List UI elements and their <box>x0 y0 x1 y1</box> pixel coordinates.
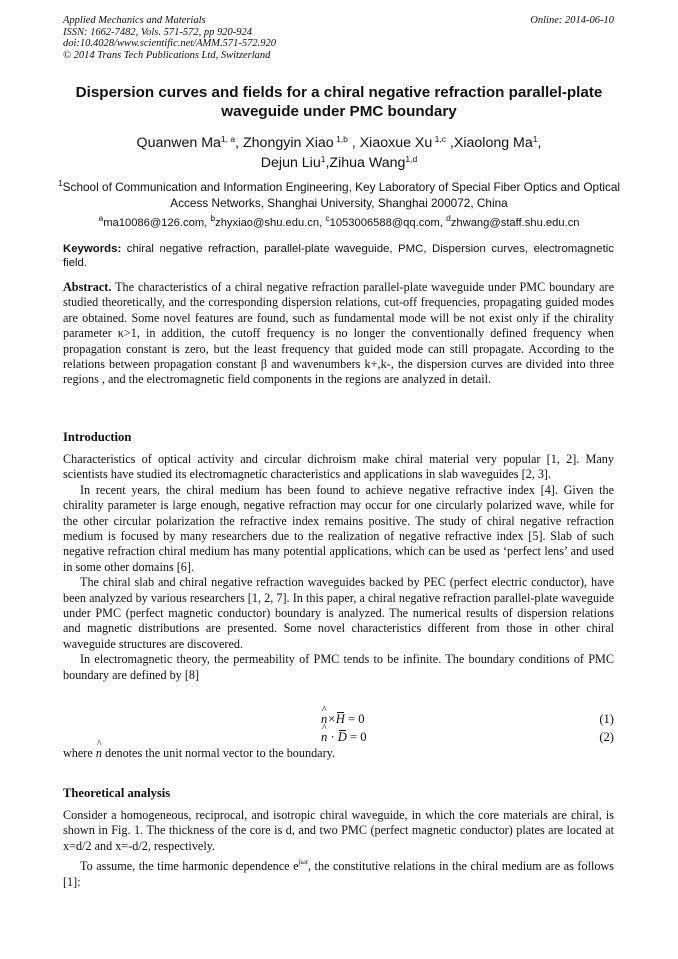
paragraph: Characteristics of optical activity and circular dichroism make chiral material very popular [1, 2]. Many scientists have studied its electromagnetic characteristics and applications in slab waveguides [2, 3]. <box>63 452 614 482</box>
online-date: Online: 2014-06-10 <box>530 15 614 26</box>
paragraph: Consider a homogeneous, reciprocal, and isotropic chiral waveguide, in which the core materials are chiral, is shown in Fig. 1. The thickness of the core is d, and two PMC (perfect magnetic conductor) plates are located at x=d/2 and x=-d/2, respectively. <box>63 808 614 853</box>
author-separator: , <box>446 135 454 151</box>
email-sup: c <box>325 213 330 223</box>
abstract-label: Abstract. <box>63 280 112 294</box>
email-sup: d <box>446 213 451 223</box>
operator: × <box>327 712 336 726</box>
issn-line: ISSN: 1662-7482, Vols. 571-572, pp 920-924 <box>63 26 252 38</box>
affiliation-sup: 1 <box>57 178 63 188</box>
email-address: 1053006588@qq.com, <box>329 217 447 229</box>
where-clause <box>63 746 335 761</box>
author-name: Dejun Liu <box>260 155 321 171</box>
journal-name: Applied Mechanics and Materials <box>63 15 206 26</box>
author-separator: , <box>235 135 243 151</box>
equation-rhs: = 0 <box>346 730 367 744</box>
author-name: Xiaolong Ma <box>453 135 533 151</box>
where-text: where <box>63 746 96 760</box>
paragraph: The chiral slab and chiral negative refraction waveguides backed by PEC (perfect electric conductor), have been analyzed by various researchers [1, 2, 7]. In this paper, a chiral negative refraction parallel-plate waveguide under PMC (perfect magnetic conductor) boundary is analyzed. The numerical results of dispersion relations and magnetic distributions are presented. Some novel characteristics different from those in other chiral waveguide structures are discovered. <box>63 575 614 651</box>
unit-normal-symbol: ^ n <box>321 712 327 727</box>
vector-symbol: H <box>335 712 345 726</box>
equation-rhs: = 0 <box>344 712 365 726</box>
paper-title: Dispersion curves and fields for a chiral negative refraction parallel-plate waveguide under PMC boundary <box>75 84 603 120</box>
doi-line: doi:10.4028/www.scientific.net/AMM.571-572.920 <box>63 38 276 50</box>
author-name: Zihua Wang <box>329 155 406 171</box>
author-name: Zhongyin Xiao <box>243 135 334 151</box>
section-heading-introduction: Introduction <box>63 430 132 444</box>
equation-expression <box>321 712 365 727</box>
author-separator: , <box>537 135 542 151</box>
email-sup: b <box>210 213 216 223</box>
keywords <box>63 242 614 270</box>
where-text: denotes the unit normal vector to the boundary. <box>101 746 336 760</box>
abstract <box>63 280 614 388</box>
vector-symbol: D <box>337 730 347 744</box>
author-name: Xiaoxue Xu <box>359 135 433 151</box>
email-address: zhyxiao@shu.edu.cn, <box>215 217 326 229</box>
equation-2 <box>63 730 614 746</box>
keywords-label: Keywords: <box>63 243 122 255</box>
journal-header <box>63 15 276 61</box>
email-address: ma10086@126.com, <box>103 217 211 229</box>
abstract-text: The characteristics of a chiral negative refraction parallel-plate waveguide under PMC boundary are studied theoretically, and the corresponding dispersion relations, cut-off frequencies, propagating guided modes are obtained. Some novel features are found, such as fundamental mode will be not exist only if the chirality parameter κ>1, in addition, the cutoff frequency is no longer the conventionally defined frequency when propagation constant is zero, but the least frequency that guided mode can still propagate. According to the relations between propagation constant β and wavenumbers k+,k-, the dispersion curves are divided into three regions , and the electromagnetic field components in the regions are analyzed in detail. <box>63 280 614 387</box>
operator: · <box>327 730 338 744</box>
affiliation <box>55 179 623 211</box>
author-affil-sup: 1 <box>532 134 538 144</box>
keywords-text: chiral negative refraction, parallel-plate waveguide, PMC, Dispersion curves, electromagnetic field. <box>63 243 614 269</box>
author-name: Quanwen Ma <box>136 135 221 151</box>
affiliation-text: School of Communication and Information Engineering, Key Laboratory of Special Fiber Optics and Optical Access Networks, Shanghai University, Shanghai 200072, China <box>62 180 621 210</box>
author-affil-sup: 1,b <box>333 134 348 144</box>
theory-body <box>63 808 614 890</box>
author-separator: , <box>325 155 330 171</box>
equation-number: (1) <box>599 712 614 726</box>
time-dependence-exponent: jωt <box>298 857 308 867</box>
unit-normal-symbol: ^ n <box>321 730 327 745</box>
equation-expression <box>321 730 367 745</box>
unit-normal-symbol: ^ n <box>96 746 102 761</box>
author-separator: , <box>347 135 360 151</box>
author-affil-sup: 1,d <box>405 154 418 164</box>
introduction-body <box>63 452 614 683</box>
author-affil-sup: 1,c <box>432 134 446 144</box>
author-list <box>55 133 623 173</box>
paragraph-text: , the constitutive relations in the chiral medium are as follows [1]: <box>63 859 614 889</box>
equation-1 <box>63 712 614 728</box>
section-heading-theoretical-analysis: Theoretical analysis <box>63 786 171 800</box>
email-address: zhwang@staff.shu.edu.cn <box>450 217 580 229</box>
paragraph-text: To assume, the time harmonic dependence e <box>80 859 299 874</box>
author-affil-sup: 1 <box>320 154 326 164</box>
paragraph <box>63 854 614 890</box>
author-affil-sup: 1, a <box>220 134 236 144</box>
equation-number: (2) <box>599 730 614 744</box>
paragraph: In recent years, the chiral medium has been found to achieve negative refractive index [4]. Given the chirality parameter is large enough, negative refraction may occur for one circularly polarized wave, while for the other circular polarization the refractive index remains positive. The study of chiral negative refraction medium is focused by many researchers due to the realization of negative refractive index [5]. Slab of such negative refraction chiral medium has many potential applications, which can be used as ‘perfect lens’ and used in some other domains [6]. <box>63 482 614 574</box>
copyright-line: © 2014 Trans Tech Publications Ltd, Switzerland <box>63 49 271 61</box>
paragraph: In electromagnetic theory, the permeability of PMC tends to be infinite. The boundary conditions of PMC boundary are defined by [8] <box>63 652 614 682</box>
email-list <box>55 213 623 230</box>
email-sup: a <box>98 213 104 223</box>
